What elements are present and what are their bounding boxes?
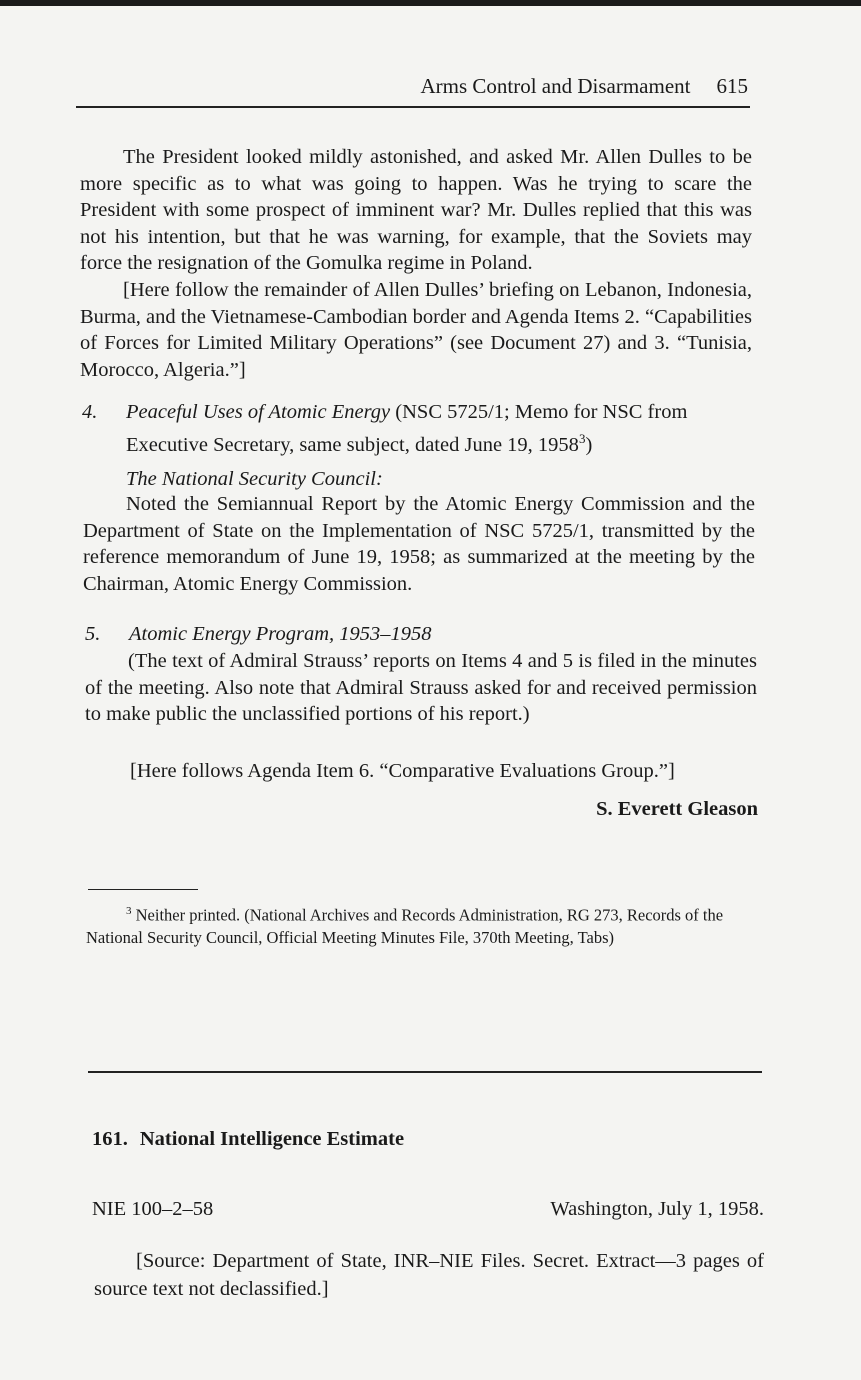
- item-4-footnote-ref: 3: [578, 430, 586, 446]
- footnote-text: Neither printed. (National Archives and Records Administration, RG 273, Records of the National Security Council, Official Meeting Minutes File, 370th Meeting, Tabs): [86, 905, 724, 947]
- agenda-item-5: [85, 621, 757, 648]
- item-4-heading: [126, 399, 754, 458]
- document-number: 161.: [92, 1128, 128, 1150]
- document-title: National Intelligence Estimate: [139, 1128, 405, 1150]
- paragraph-strauss: (The text of Admiral Strauss’ reports on Items 4 and 5 is filed in the minutes of the meeting. Also note that Admiral Strauss asked for and received permission to make public the unclassified portions of his report.): [85, 650, 757, 725]
- item-5-title: Atomic Energy Program, 1953–1958: [129, 623, 432, 645]
- section-rule: [88, 1071, 762, 1073]
- document-heading: [92, 1128, 404, 1151]
- document-meta: [92, 1198, 764, 1221]
- item-4-description-end: ): [585, 433, 593, 456]
- agenda-item-4: [82, 399, 754, 458]
- page-top-edge: [0, 0, 861, 6]
- item-5-number: 5.: [85, 623, 101, 645]
- council-label: The National Security Council:: [126, 468, 383, 490]
- paragraph-president: The President looked mildly astonished, and asked Mr. Allen Dulles to be more specific as to what was going to happen. Was he trying to scare the President with some prospect of imminent war? Mr. Dulles replied that this was not his intention, but that he was warning, for example, that the Soviets may force the resignation of the Gomulka regime in Poland.: [80, 146, 752, 274]
- footnote-marker: 3: [126, 905, 132, 917]
- item-4-description: (NSC 5725/1; Memo for NSC from Executive Secretary, same subject, dated June 19, 1958: [126, 401, 688, 456]
- place-date: Washington, July 1, 1958.: [550, 1198, 764, 1220]
- paragraph-noted: Noted the Semiannual Report by the Atomic Energy Commission and the Department of State on the Implementation of NSC 5725/1, transmitted by the reference memorandum of June 19, 1958; as summarized at the meeting by the Chairman, Atomic Energy Commission.: [83, 493, 755, 595]
- page-number: 615: [716, 74, 748, 98]
- paragraph-item-6: [Here follows Agenda Item 6. “Comparative Evaluations Group.”]: [130, 760, 675, 782]
- paragraph-briefing-note: [Here follow the remainder of Allen Dulles’ briefing on Lebanon, Indonesia, Burma, and the Vietnamese-Cambodian border and Agenda Items 2. “Capabilities of Forces for Limited Military Operations” (see Document 27) and 3. “Tunisia, Morocco, Algeria.”]: [80, 279, 752, 381]
- item-4-number: 4.: [82, 401, 98, 423]
- running-head: [76, 74, 748, 102]
- nie-identifier: NIE 100–2–58: [92, 1198, 214, 1220]
- item-4-title: Peaceful Uses of Atomic Energy: [126, 401, 391, 423]
- signature: S. Everett Gleason: [596, 798, 758, 820]
- footnote: [86, 900, 760, 949]
- header-rule: [76, 106, 750, 108]
- running-head-title: Arms Control and Disarmament: [420, 74, 691, 98]
- footnote-rule: [88, 889, 198, 890]
- source-note: [Source: Department of State, INR–NIE Files. Secret. Extract—3 pages of source text not declassified.]: [94, 1250, 764, 1300]
